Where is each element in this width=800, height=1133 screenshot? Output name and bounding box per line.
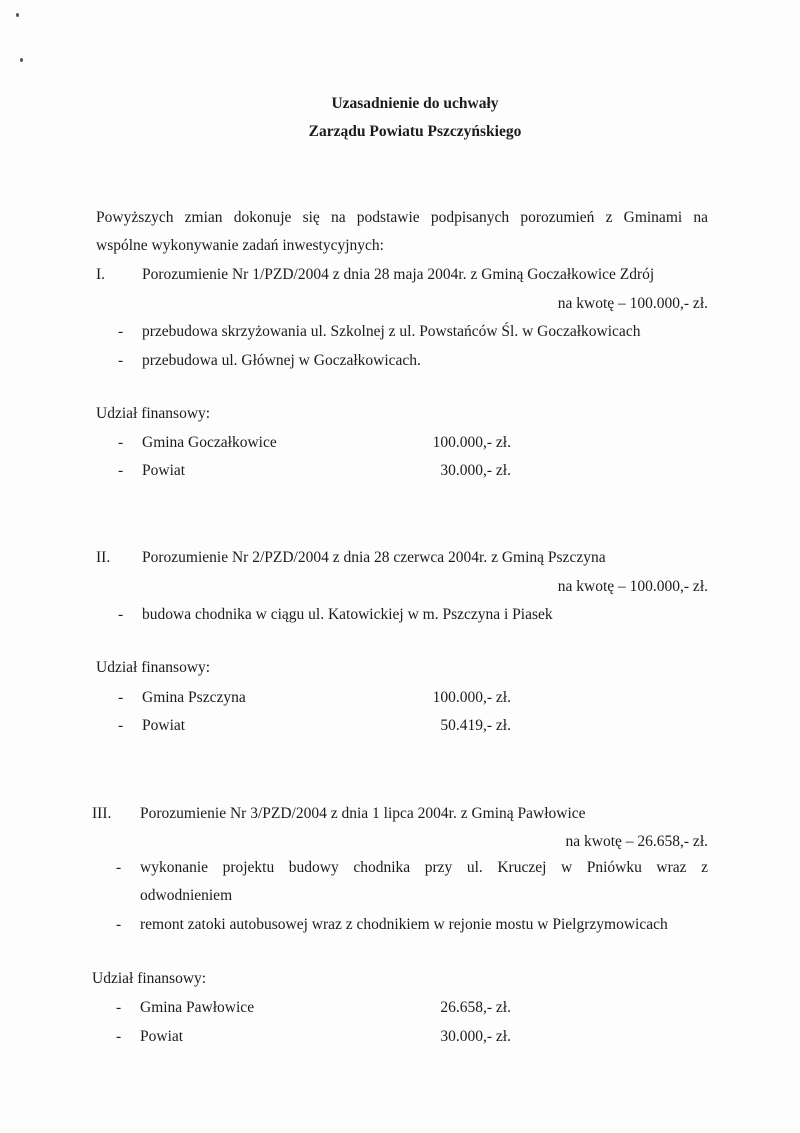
- document-title-line2: Zarządu Powiatu Pszczyńskiego: [308, 123, 522, 140]
- financing-value: 30.000,- zł.: [440, 462, 511, 479]
- financing-name: Gmina Pawłowice: [140, 999, 255, 1016]
- task-dash: -: [118, 606, 124, 623]
- financing-name: Gmina Goczałkowice: [142, 434, 277, 451]
- financing-name: Powiat: [142, 462, 186, 479]
- scan-speck: [16, 13, 19, 17]
- financing-name: Gmina Pszczyna: [142, 689, 246, 706]
- financing-value: 100.000,- zł.: [432, 434, 511, 451]
- financing-dash: -: [118, 462, 124, 479]
- section-numeral: III.: [92, 805, 112, 822]
- financing-dash: -: [116, 999, 122, 1016]
- section-numeral: I.: [96, 266, 106, 283]
- financing-dash: -: [116, 1028, 122, 1045]
- task-item-continuation: odwodnieniem: [140, 887, 233, 904]
- agreement-amount: na kwotę – 100.000,- zł.: [557, 295, 708, 312]
- intro-line2: wspólne wykonywanie zadań inwestycyjnych:: [96, 237, 384, 254]
- financing-value: 30.000,- zł.: [440, 1028, 511, 1045]
- intro-line1: Powyższych zmian dokonuje się na podstawie podpisanych porozumień z Gminami na: [96, 209, 708, 226]
- section-numeral: II.: [96, 549, 111, 566]
- financing-name: Powiat: [142, 717, 186, 734]
- task-dash: -: [118, 352, 124, 369]
- agreement-line: Porozumienie Nr 1/PZD/2004 z dnia 28 maja 2004r. z Gminą Goczałkowice Zdrój: [142, 266, 655, 283]
- financing-label: Udział finansowy:: [96, 405, 211, 422]
- task-dash: -: [118, 323, 124, 340]
- task-item: przebudowa skrzyżowania ul. Szkolnej z ul. Powstańców Śl. w Goczałkowicach: [142, 323, 641, 340]
- financing-label: Udział finansowy:: [96, 659, 211, 676]
- financing-value: 100.000,- zł.: [432, 689, 511, 706]
- agreement-amount: na kwotę – 26.658,- zł.: [565, 833, 708, 850]
- financing-value: 50.419,- zł.: [440, 717, 511, 734]
- financing-dash: -: [118, 689, 124, 706]
- document-title-line1: Uzasadnienie do uchwały: [331, 95, 499, 112]
- financing-label: Udział finansowy:: [92, 970, 207, 987]
- task-item: wykonanie projektu budowy chodnika przy ul. Kruczej w Pniówku wraz z: [140, 859, 708, 876]
- financing-name: Powiat: [140, 1028, 184, 1045]
- agreement-line: Porozumienie Nr 2/PZD/2004 z dnia 28 czerwca 2004r. z Gminą Pszczyna: [142, 549, 606, 566]
- task-item: remont zatoki autobusowej wraz z chodnikiem w rejonie mostu w Pielgrzymowicach: [140, 916, 668, 933]
- scan-speck: [20, 58, 23, 62]
- agreement-line: Porozumienie Nr 3/PZD/2004 z dnia 1 lipca 2004r. z Gminą Pawłowice: [140, 805, 586, 822]
- task-dash: -: [116, 859, 122, 876]
- task-dash: -: [116, 916, 122, 933]
- financing-dash: -: [118, 717, 124, 734]
- task-item: budowa chodnika w ciągu ul. Katowickiej w m. Pszczyna i Piasek: [142, 606, 553, 623]
- task-item: przebudowa ul. Głównej w Goczałkowicach.: [142, 352, 421, 369]
- financing-dash: -: [118, 434, 124, 451]
- financing-value: 26.658,- zł.: [440, 999, 511, 1016]
- agreement-amount: na kwotę – 100.000,- zł.: [557, 578, 708, 595]
